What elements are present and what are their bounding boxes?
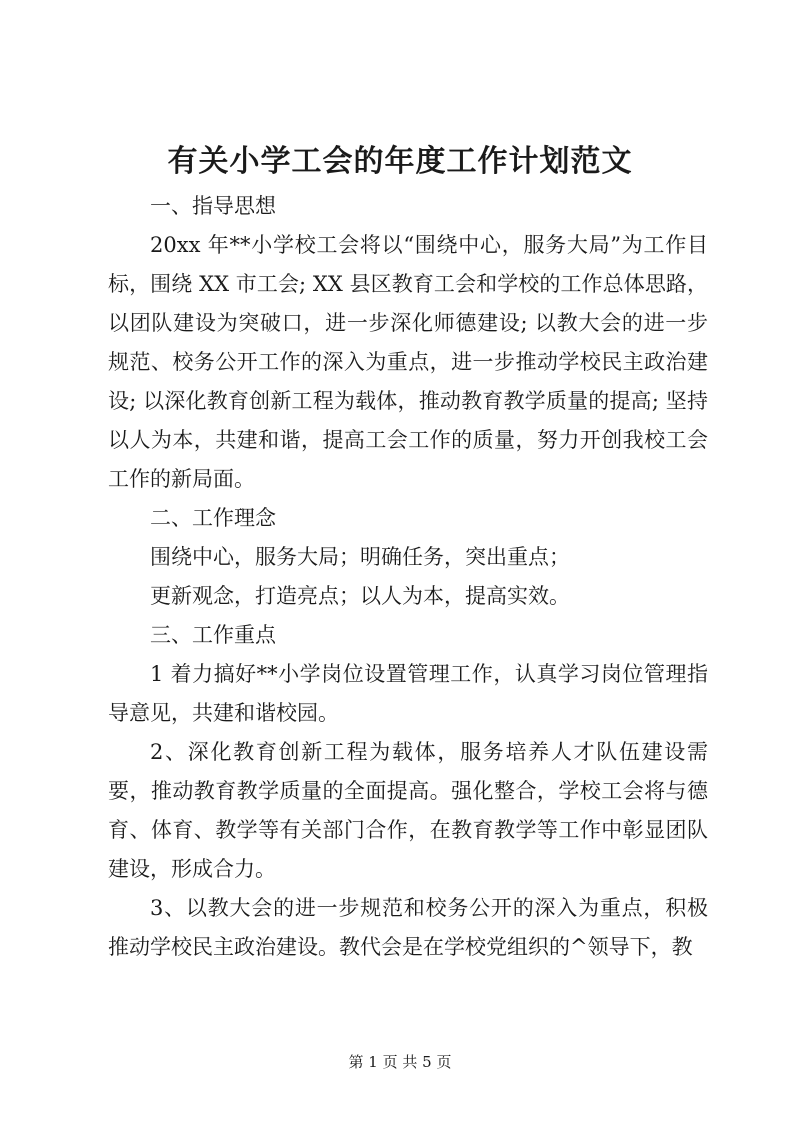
section-heading-work-philosophy: 二、工作理念: [150, 506, 276, 530]
paragraph-focus-item-3: 3、以教大会的进一步规范和校务公开的深入为重点，积极推动学校民主政治建设。教代会是在学校党组织的^领导下，教: [108, 896, 708, 959]
page-number-footer: 第 1 页 共 5 页: [348, 1053, 452, 1071]
document-body: [108, 187, 708, 967]
section-heading-guiding-ideology: 一、指导思想: [150, 194, 276, 218]
paragraph-philosophy-line-1: 围绕中心，服务大局；明确任务，突出重点；: [150, 545, 570, 569]
paragraph-focus-item-1: 1 着力搞好**小学岗位设置管理工作，认真学习岗位管理指导意见，共建和谐校园。: [108, 662, 708, 725]
paragraph-guiding-ideology: 20xx 年**小学校工会将以“围绕中心，服务大局”为工作目标，围绕 XX 市工会; XX 县区教育工会和学校的工作总体思路，以团队建设为突破口，进一步深化师德建设; 以教大会的进一步规范、校务公开工作的深入为重点，进一步推动学校民主政治建设; 以深化教育创新工程为载体，推动教育教学质量的提高; 坚持以人为本，共建和谐，提高工会工作的质量，努力开创我校工会工作的新局面。: [108, 233, 708, 491]
section-heading-work-focus: 三、工作重点: [150, 623, 276, 647]
document-title: 有关小学工会的年度工作计划范文: [167, 144, 633, 179]
paragraph-focus-item-2: 2、深化教育创新工程为载体，服务培养人才队伍建设需要，推动教育教学质量的全面提高。强化整合，学校工会将与德育、体育、教学等有关部门合作，在教育教学等工作中彰显团队建设，形成合力。: [108, 740, 708, 881]
paragraph-philosophy-line-2: 更新观念，打造亮点；以人为本，提高实效。: [150, 584, 570, 608]
